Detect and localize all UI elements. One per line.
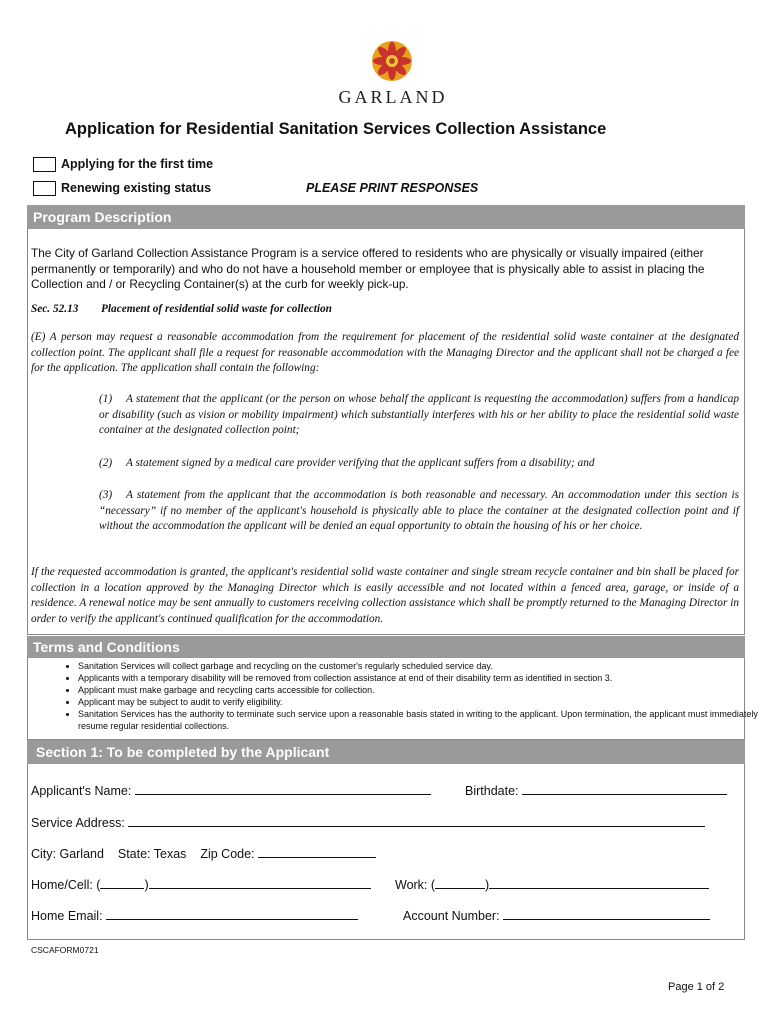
applicant-name-field[interactable] (31, 782, 431, 798)
birthdate-input[interactable] (522, 782, 727, 795)
birthdate-label: Birthdate: (465, 784, 519, 798)
print-note: PLEASE PRINT RESPONSES (306, 181, 479, 195)
home-email-field[interactable] (31, 907, 358, 923)
service-address-field[interactable] (31, 814, 705, 830)
zip-label: Zip Code: (200, 847, 255, 861)
account-number-field[interactable] (403, 907, 710, 923)
renewing-label: Renewing existing status (61, 181, 212, 195)
section1-heading: Section 1: To be completed by the Applicant (27, 740, 745, 764)
zip-input[interactable] (258, 845, 376, 858)
work-close-paren: ) (485, 878, 490, 892)
work-area-code-input[interactable] (435, 876, 485, 889)
item-number: (3) (99, 489, 113, 501)
terms-item: • Sanitation Services will collect garbage and recycling on the customer's regularly scheduled service day. (78, 660, 768, 672)
work-number-input[interactable] (489, 876, 709, 889)
home-close-paren: ) (144, 878, 149, 892)
logo-wordmark: GARLAND (338, 87, 448, 107)
closing-paragraph: If the requested accommodation is granted, the applicant's residential solid waste container and single stream recycle container and bin shall be placed for collection in a location approved by the Managing Director which is easily accessible and not located within a fenced area, garage, or inside of a residence. A renewal notice may be sent annually to customers receiving collection assistance which shall be promptly returned to the Managing Director in order to verify the applicant's continued qualification for the accommodation. (31, 566, 739, 625)
option-renewing[interactable] (33, 181, 211, 196)
applicant-name-label: Applicant's Name: (31, 784, 132, 798)
home-cell-label: Home/Cell: ( (31, 878, 101, 892)
service-address-input[interactable] (128, 814, 705, 827)
program-description-text: The City of Garland Collection Assistance Program is a service offered to residents who are physically or visually impaired (either permanently or temporarily) and who do not have a household member or employee that is physically able to assist in placing the Collection and / or Recycling Container(s) at the curb for weekly pick-up. (31, 246, 705, 291)
terms-heading: Terms and Conditions (27, 636, 745, 658)
terms-item: • Applicant may be subject to audit to verify eligibility. (78, 696, 768, 708)
account-number-input[interactable] (503, 907, 710, 920)
city-label: City: Garland (31, 847, 104, 861)
applicant-name-input[interactable] (135, 782, 431, 795)
home-email-input[interactable] (106, 907, 358, 920)
terms-list (40, 660, 768, 732)
terms-item: • Applicants with a temporary disability will be removed from collection assistance at end of their disability term as identified in section 3. (78, 672, 768, 684)
first-time-checkbox[interactable] (33, 157, 56, 172)
renewing-checkbox[interactable] (33, 181, 56, 196)
city-state-zip-row (31, 845, 376, 861)
item-text: A statement signed by a medical care provider verifying that the applicant suffers from a disability; and (126, 457, 595, 469)
section-title: Placement of residential solid waste for collection (101, 303, 332, 315)
section-number: Sec. 52.13 (31, 303, 79, 315)
item-text: A statement from the applicant that the accommodation is both reasonable and necessary. An accommodation under this section is “necessary” if no member of the applicant's household is physically able to place the container at the designated collection point and if without the accommodation the applicant will be denied an equal opportunity to obtain the housing of his or her choice. (99, 489, 739, 532)
item-number: (1) (99, 393, 113, 405)
requirement-item-3 (99, 488, 739, 535)
requirement-item-2 (99, 456, 739, 472)
page-title: Application for Residential Sanitation Services Collection Assistance (65, 120, 607, 138)
home-cell-field[interactable] (31, 876, 371, 892)
home-email-label: Home Email: (31, 909, 103, 923)
account-number-label: Account Number: (403, 909, 500, 923)
service-address-label: Service Address: (31, 816, 125, 830)
program-description-heading: Program Description (27, 205, 745, 229)
first-time-label: Applying for the first time (61, 157, 214, 171)
garland-flower-logo-icon (371, 40, 413, 82)
terms-item: • Sanitation Services has the authority to terminate such service upon a reasonable basis stated in writing to the applicant. Upon termination, the applicant must immediately resume regular residential collections. (78, 708, 768, 732)
form-code: CSCAFORM0721 (31, 945, 99, 955)
section-citation (31, 302, 631, 318)
option-first-time[interactable] (33, 157, 213, 172)
terms-item: • Applicant must make garbage and recycling carts accessible for collection. (78, 684, 768, 696)
home-area-code-input[interactable] (100, 876, 144, 889)
state-label: State: Texas (117, 847, 187, 861)
birthdate-field[interactable] (465, 782, 727, 798)
page-number: Page 1 of 2 (668, 981, 725, 993)
work-label: Work: ( (395, 878, 436, 892)
work-phone-field[interactable] (395, 876, 709, 892)
paragraph-e: (E) A person may request a reasonable accommodation from the requirement for placement of the residential solid waste container at the designated collection point. The applicant shall file a request for reasonable accommodation with the Managing Director and the applicant shall not be charged a fee for the application. The application shall contain the following: (31, 331, 739, 374)
requirement-item-1 (99, 392, 739, 439)
home-number-input[interactable] (149, 876, 371, 889)
item-text: A statement that the applicant (or the person on whose behalf the applicant is requesting the accommodation) suffers from a handicap or disability (such as vision or mobility impairment) which substantially interferes with his or her ability to place the residential solid waste container at the designated collection point; (99, 393, 739, 436)
item-number: (2) (99, 457, 113, 469)
